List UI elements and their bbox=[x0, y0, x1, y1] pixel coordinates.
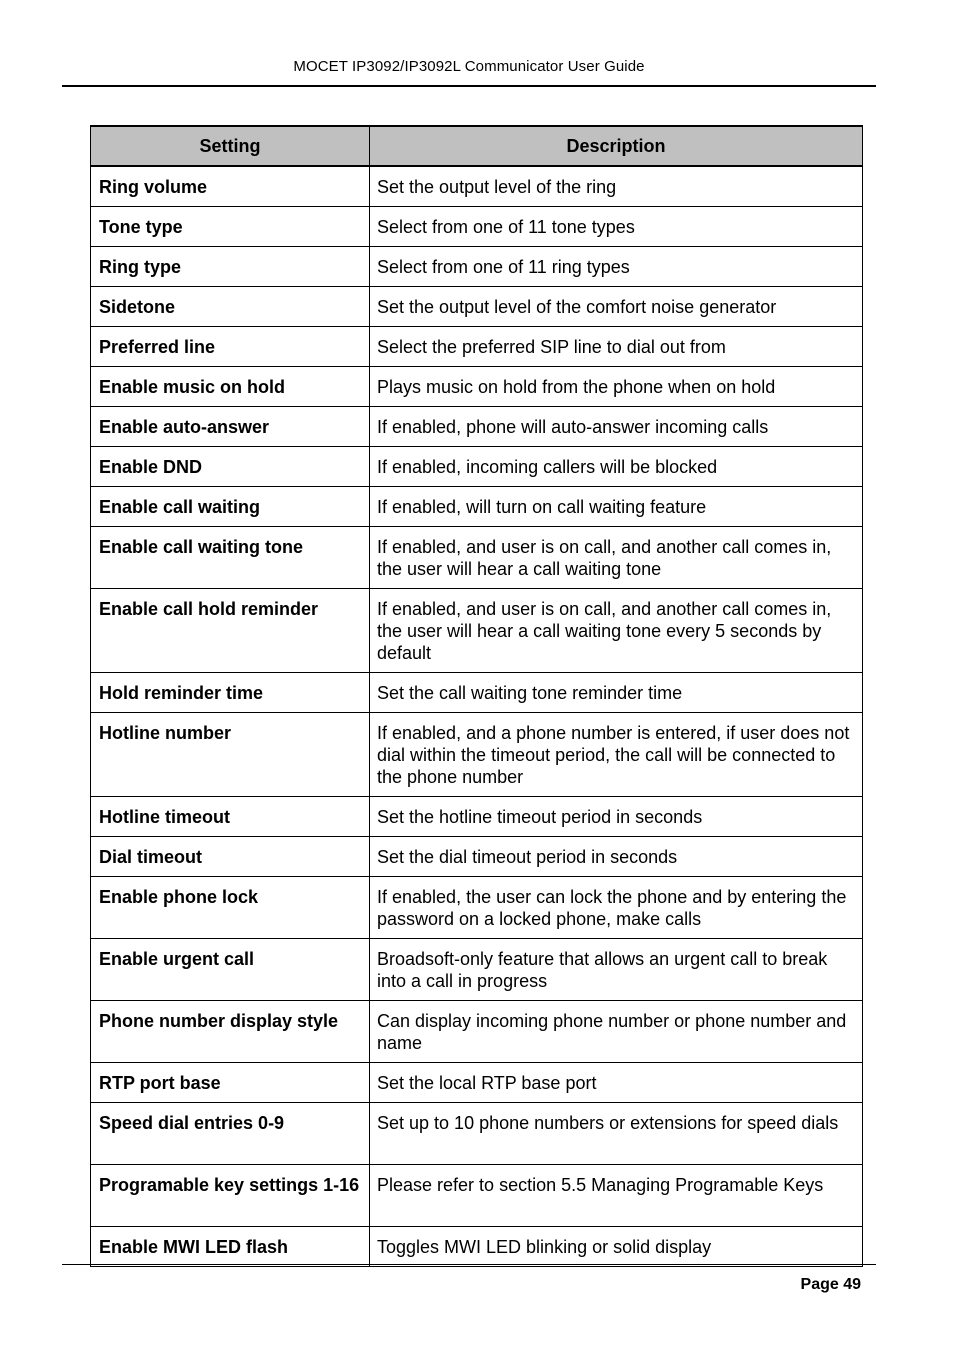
table-row bbox=[91, 1165, 863, 1227]
settings-table bbox=[90, 125, 863, 1267]
description-cell: Select from one of 11 tone types bbox=[370, 207, 863, 247]
description-cell: If enabled, and user is on call, and another call comes in, the user will hear a call waiting tone bbox=[370, 527, 863, 589]
description-cell: If enabled, will turn on call waiting feature bbox=[370, 487, 863, 527]
setting-cell: Ring volume bbox=[91, 166, 370, 207]
setting-cell: Enable call hold reminder bbox=[91, 589, 370, 673]
setting-cell: Preferred line bbox=[91, 327, 370, 367]
table-row bbox=[91, 527, 863, 589]
setting-cell: Hotline timeout bbox=[91, 797, 370, 837]
description-cell: If enabled, and user is on call, and another call comes in, the user will hear a call waiting tone every 5 seconds by default bbox=[370, 589, 863, 673]
table-row bbox=[91, 589, 863, 673]
setting-cell: Enable music on hold bbox=[91, 367, 370, 407]
setting-cell: Speed dial entries 0-9 bbox=[91, 1103, 370, 1165]
table-row bbox=[91, 407, 863, 447]
description-cell: Set up to 10 phone numbers or extensions for speed dials bbox=[370, 1103, 863, 1165]
setting-cell: RTP port base bbox=[91, 1063, 370, 1103]
setting-cell: Tone type bbox=[91, 207, 370, 247]
description-cell: Set the dial timeout period in seconds bbox=[370, 837, 863, 877]
setting-cell: Ring type bbox=[91, 247, 370, 287]
description-cell: Select from one of 11 ring types bbox=[370, 247, 863, 287]
table-row bbox=[91, 447, 863, 487]
table-header-row bbox=[91, 126, 863, 166]
table-row bbox=[91, 1227, 863, 1267]
table-row bbox=[91, 939, 863, 1001]
table-row bbox=[91, 1103, 863, 1165]
description-cell: Set the output level of the comfort noise generator bbox=[370, 287, 863, 327]
table-row bbox=[91, 487, 863, 527]
table-row bbox=[91, 797, 863, 837]
description-cell: Set the hotline timeout period in seconds bbox=[370, 797, 863, 837]
page-number: Page 49 bbox=[800, 1276, 861, 1293]
setting-cell: Hold reminder time bbox=[91, 673, 370, 713]
description-cell: If enabled, phone will auto-answer incoming calls bbox=[370, 407, 863, 447]
footer-divider bbox=[62, 1264, 876, 1265]
table-row bbox=[91, 166, 863, 207]
column-header-setting: Setting bbox=[91, 126, 370, 166]
description-cell: Set the call waiting tone reminder time bbox=[370, 673, 863, 713]
description-cell: If enabled, incoming callers will be blocked bbox=[370, 447, 863, 487]
setting-cell: Enable call waiting bbox=[91, 487, 370, 527]
setting-cell: Dial timeout bbox=[91, 837, 370, 877]
table-row bbox=[91, 877, 863, 939]
table-row bbox=[91, 713, 863, 797]
setting-cell: Enable phone lock bbox=[91, 877, 370, 939]
setting-cell: Phone number display style bbox=[91, 1001, 370, 1063]
table-row bbox=[91, 837, 863, 877]
page-header-title: MOCET IP3092/IP3092L Communicator User Guide bbox=[293, 58, 645, 75]
table-row bbox=[91, 1001, 863, 1063]
table-row bbox=[91, 287, 863, 327]
column-header-description: Description bbox=[370, 126, 863, 166]
description-cell: If enabled, the user can lock the phone and by entering the password on a locked phone, make calls bbox=[370, 877, 863, 939]
description-cell: If enabled, and a phone number is entered, if user does not dial within the timeout period, the call will be connected to the phone number bbox=[370, 713, 863, 797]
description-cell: Set the output level of the ring bbox=[370, 166, 863, 207]
setting-cell: Enable MWI LED flash bbox=[91, 1227, 370, 1267]
setting-cell: Enable auto-answer bbox=[91, 407, 370, 447]
setting-cell: Programable key settings 1-16 bbox=[91, 1165, 370, 1227]
table-row bbox=[91, 207, 863, 247]
description-cell: Plays music on hold from the phone when on hold bbox=[370, 367, 863, 407]
description-cell: Toggles MWI LED blinking or solid display bbox=[370, 1227, 863, 1267]
setting-cell: Hotline number bbox=[91, 713, 370, 797]
table-row bbox=[91, 327, 863, 367]
description-cell: Please refer to section 5.5 Managing Programable Keys bbox=[370, 1165, 863, 1227]
table-row bbox=[91, 1063, 863, 1103]
setting-cell: Enable DND bbox=[91, 447, 370, 487]
description-cell: Can display incoming phone number or phone number and name bbox=[370, 1001, 863, 1063]
setting-cell: Enable urgent call bbox=[91, 939, 370, 1001]
setting-cell: Enable call waiting tone bbox=[91, 527, 370, 589]
setting-cell: Sidetone bbox=[91, 287, 370, 327]
table-row bbox=[91, 247, 863, 287]
table-row bbox=[91, 367, 863, 407]
description-cell: Broadsoft-only feature that allows an urgent call to break into a call in progress bbox=[370, 939, 863, 1001]
header-divider bbox=[62, 85, 876, 87]
table-row bbox=[91, 673, 863, 713]
description-cell: Select the preferred SIP line to dial out from bbox=[370, 327, 863, 367]
description-cell: Set the local RTP base port bbox=[370, 1063, 863, 1103]
